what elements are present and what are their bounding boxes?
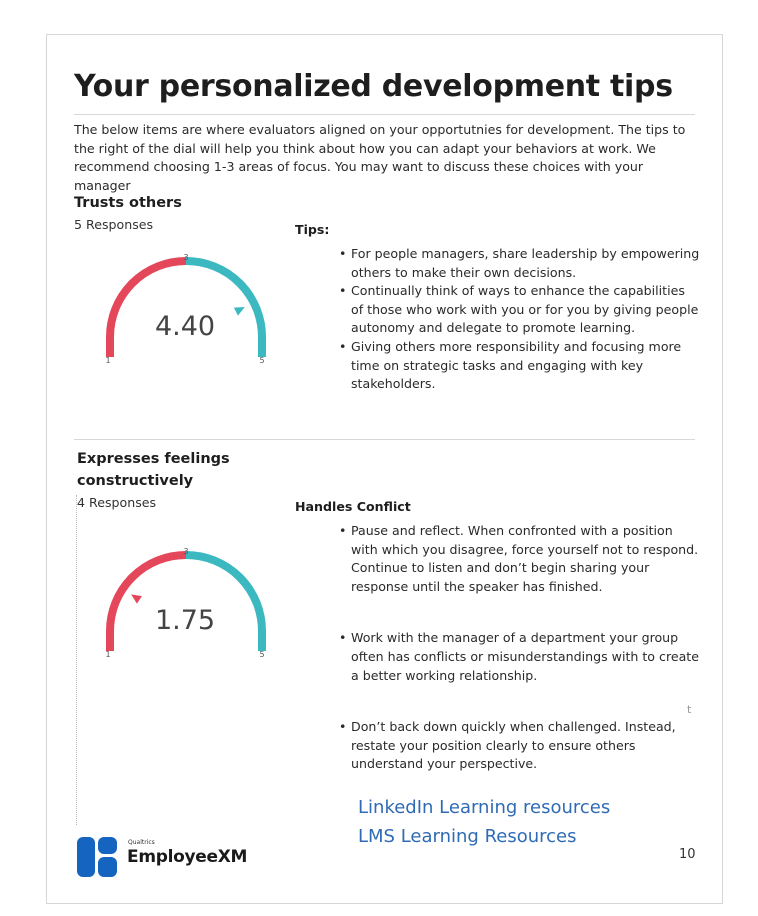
page-title: Your personalized development tips (74, 69, 673, 104)
scale-mid-label: 3 (183, 547, 189, 556)
response-count: 4 Responses (77, 495, 157, 510)
gauge-score: 4.40 (154, 311, 216, 342)
employeexm-wordmark: EmployeeXM (127, 847, 248, 867)
gauge-pointer-icon (234, 307, 245, 316)
tips-heading: Handles Conflict (295, 499, 411, 514)
gauge-low-arc (110, 555, 186, 651)
gauge-high-arc (186, 555, 262, 651)
margin-line (76, 495, 77, 825)
stray-mark: t (687, 703, 692, 716)
document-page (46, 34, 723, 904)
section-divider (74, 439, 695, 440)
section-title: Expresses feelings constructively (77, 451, 230, 489)
tip-item: • Continually think of ways to enhance the capabilities of those who work with you or for you by giving people autonomy and delegate to promote learning. (339, 282, 701, 338)
gauge-pointer-icon (131, 594, 142, 603)
tip-item: • Pause and reflect. When confronted with a position with which you disagree, force yourself not to respond. Continue to listen and don’t begin sharing your response until the speaker has finished. (339, 522, 701, 596)
tips-list (339, 245, 701, 394)
tip-item: • Don’t back down quickly when challenged. Instead, restate your position clearly to ensure others understand your perspective. (339, 718, 701, 774)
tip-item: • Giving others more responsibility and focusing more time on strategic tasks and engaging with key stakeholders. (339, 338, 701, 394)
resource-links (358, 793, 610, 851)
employeexm-logo (75, 835, 248, 879)
tip-item: • Work with the manager of a department your group often has conflicts or misunderstandings with to create a better working relationship. (339, 629, 701, 685)
scale-min-label: 1 (105, 650, 111, 659)
section-title: Trusts others (74, 195, 182, 211)
response-count: 5 Responses (74, 217, 154, 232)
scale-min-label: 1 (105, 356, 111, 365)
score-gauge (97, 253, 275, 365)
lms-learning-link[interactable]: LMS Learning Resources (358, 826, 577, 847)
scale-mid-label: 3 (183, 253, 189, 262)
qualtrics-logo-icon (75, 835, 119, 879)
tip-item: • For people managers, share leadership by empowering others to make their own decisions. (339, 245, 701, 282)
scale-max-label: 5 (259, 356, 265, 365)
scale-max-label: 5 (259, 650, 265, 659)
tips-list (339, 522, 701, 774)
intro-paragraph: The below items are where evaluators aligned on your opportutnies for development. The tips to the right of the dial will help you think about how you can adapt your behaviors at work. We recommend choosing 1-3 areas of focus. You may want to discuss these choices with your manager (74, 122, 686, 193)
qualtrics-wordmark: Qualtrics (128, 839, 155, 846)
title-rule (74, 114, 695, 115)
gauge-score: 1.75 (154, 605, 216, 636)
score-gauge (97, 547, 275, 659)
gauge-low-arc (110, 261, 186, 357)
gauge-high-arc (186, 261, 262, 357)
linkedin-learning-link[interactable]: LinkedIn Learning resources (358, 797, 611, 818)
page-number: 10 (679, 847, 696, 862)
tips-heading: Tips: (295, 222, 330, 237)
